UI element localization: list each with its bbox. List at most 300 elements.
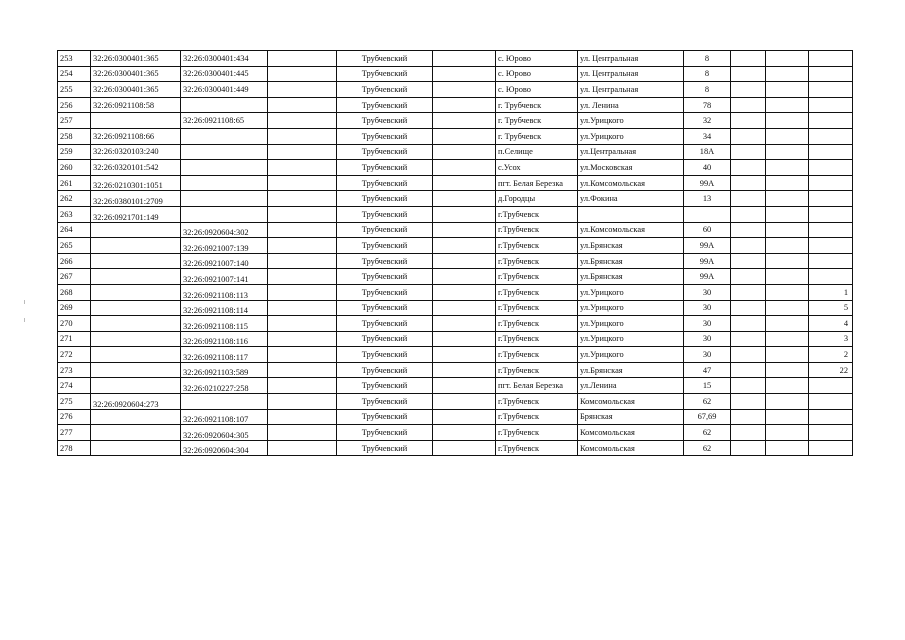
district-cell: Трубчевский (337, 253, 433, 269)
blank-column-cell (433, 269, 496, 285)
blank-column-cell (433, 97, 496, 113)
extra-column-1-cell (731, 82, 766, 98)
row-number-cell: 254 (58, 66, 91, 82)
extra-column-1-cell (731, 128, 766, 144)
extra-column-1-cell (731, 175, 766, 191)
table-row (58, 206, 853, 222)
note-column-cell (268, 113, 337, 129)
district-cell: Трубчевский (337, 160, 433, 176)
cadastral-number-parcel-cell (91, 269, 181, 285)
district-cell: Трубчевский (337, 394, 433, 410)
table-row (58, 378, 853, 394)
register-body (58, 51, 853, 456)
street-cell: ул. Центральная (578, 51, 684, 67)
cadastral-number-object-cell (181, 175, 268, 191)
blank-column-cell (433, 175, 496, 191)
note-column-cell (268, 66, 337, 82)
blank-column-cell (433, 300, 496, 316)
extra-column-2-cell (766, 97, 809, 113)
cadastral-number-object-cell: 32:26:0920604:304 (181, 440, 268, 456)
cadastral-number-parcel-cell (91, 238, 181, 254)
house-number-cell: 60 (684, 222, 731, 238)
apartment-number-cell (809, 222, 853, 238)
street-cell: ул.Брянская (578, 238, 684, 254)
row-number-cell: 263 (58, 206, 91, 222)
house-number-cell: 67,69 (684, 409, 731, 425)
blank-column-cell (433, 253, 496, 269)
district-cell: Трубчевский (337, 300, 433, 316)
street-cell: Комсомольская (578, 425, 684, 441)
cadastral-number-object-cell: 32:26:0921007:139 (181, 238, 268, 254)
note-column-cell (268, 284, 337, 300)
house-number-cell: 99А (684, 175, 731, 191)
extra-column-2-cell (766, 66, 809, 82)
settlement-cell: г.Трубчевск (496, 316, 578, 332)
table-row (58, 128, 853, 144)
house-number-cell: 99А (684, 238, 731, 254)
cadastral-number-parcel-cell: 32:26:0921108:66 (91, 128, 181, 144)
house-number-cell: 8 (684, 66, 731, 82)
settlement-cell: с.Усох (496, 160, 578, 176)
blank-column-cell (433, 82, 496, 98)
row-number-cell: 253 (58, 51, 91, 67)
table-row (58, 191, 853, 207)
apartment-number-cell (809, 425, 853, 441)
street-cell: ул.Фокина (578, 191, 684, 207)
settlement-cell: п.Селище (496, 144, 578, 160)
extra-column-1-cell (731, 206, 766, 222)
cadastral-number-object-cell (181, 97, 268, 113)
scan-mark (24, 318, 25, 322)
street-cell: Комсомольская (578, 394, 684, 410)
extra-column-2-cell (766, 238, 809, 254)
settlement-cell: г.Трубчевск (496, 238, 578, 254)
extra-column-1-cell (731, 269, 766, 285)
district-cell: Трубчевский (337, 378, 433, 394)
note-column-cell (268, 269, 337, 285)
street-cell: ул.Центральная (578, 144, 684, 160)
note-column-cell (268, 362, 337, 378)
table-row (58, 425, 853, 441)
extra-column-1-cell (731, 284, 766, 300)
note-column-cell (268, 253, 337, 269)
district-cell: Трубчевский (337, 440, 433, 456)
row-number-cell: 262 (58, 191, 91, 207)
row-number-cell: 269 (58, 300, 91, 316)
table-row (58, 222, 853, 238)
house-number-cell: 30 (684, 316, 731, 332)
cadastral-number-object-cell: 32:26:0921108:107 (181, 409, 268, 425)
cadastral-number-parcel-cell: 32:26:0300401:365 (91, 82, 181, 98)
apartment-number-cell (809, 160, 853, 176)
row-number-cell: 274 (58, 378, 91, 394)
table-row (58, 284, 853, 300)
house-number-cell: 13 (684, 191, 731, 207)
settlement-cell: с. Юрово (496, 82, 578, 98)
settlement-cell: пгт. Белая Березка (496, 175, 578, 191)
district-cell: Трубчевский (337, 269, 433, 285)
blank-column-cell (433, 316, 496, 332)
apartment-number-cell (809, 175, 853, 191)
street-cell: ул.Комсомольская (578, 222, 684, 238)
street-cell: ул. Центральная (578, 82, 684, 98)
settlement-cell: г.Трубчевск (496, 362, 578, 378)
cadastral-number-parcel-cell: 32:26:0300401:365 (91, 66, 181, 82)
apartment-number-cell: 22 (809, 362, 853, 378)
house-number-cell: 30 (684, 347, 731, 363)
note-column-cell (268, 409, 337, 425)
district-cell: Трубчевский (337, 66, 433, 82)
extra-column-1-cell (731, 440, 766, 456)
street-cell: ул.Урицкого (578, 300, 684, 316)
settlement-cell: с. Юрово (496, 51, 578, 67)
row-number-cell: 277 (58, 425, 91, 441)
note-column-cell (268, 331, 337, 347)
settlement-cell: г.Трубчевск (496, 440, 578, 456)
extra-column-2-cell (766, 160, 809, 176)
district-cell: Трубчевский (337, 97, 433, 113)
extra-column-2-cell (766, 378, 809, 394)
extra-column-1-cell (731, 238, 766, 254)
street-cell: ул.Урицкого (578, 316, 684, 332)
district-cell: Трубчевский (337, 222, 433, 238)
house-number-cell: 78 (684, 97, 731, 113)
cadastral-number-object-cell (181, 191, 268, 207)
row-number-cell: 271 (58, 331, 91, 347)
note-column-cell (268, 316, 337, 332)
table-row (58, 66, 853, 82)
district-cell: Трубчевский (337, 191, 433, 207)
extra-column-2-cell (766, 113, 809, 129)
blank-column-cell (433, 51, 496, 67)
note-column-cell (268, 160, 337, 176)
apartment-number-cell (809, 440, 853, 456)
settlement-cell: г.Трубчевск (496, 409, 578, 425)
cadastral-number-parcel-cell (91, 222, 181, 238)
row-number-cell: 258 (58, 128, 91, 144)
settlement-cell: с. Юрово (496, 66, 578, 82)
extra-column-1-cell (731, 394, 766, 410)
street-cell: ул.Урицкого (578, 347, 684, 363)
apartment-number-cell: 3 (809, 331, 853, 347)
note-column-cell (268, 128, 337, 144)
house-number-cell: 99А (684, 269, 731, 285)
blank-column-cell (433, 425, 496, 441)
extra-column-2-cell (766, 269, 809, 285)
settlement-cell: г.Трубчевск (496, 269, 578, 285)
table-row (58, 331, 853, 347)
house-number-cell: 30 (684, 331, 731, 347)
settlement-cell: пгт. Белая Березка (496, 378, 578, 394)
cadastral-number-object-cell: 32:26:0921108:65 (181, 113, 268, 129)
table-row (58, 97, 853, 113)
cadastral-number-parcel-cell (91, 300, 181, 316)
blank-column-cell (433, 284, 496, 300)
extra-column-1-cell (731, 113, 766, 129)
cadastral-number-object-cell: 32:26:0300401:449 (181, 82, 268, 98)
extra-column-2-cell (766, 300, 809, 316)
cadastral-number-parcel-cell: 32:26:0210301:1051 (91, 175, 181, 191)
apartment-number-cell (809, 269, 853, 285)
extra-column-1-cell (731, 409, 766, 425)
blank-column-cell (433, 160, 496, 176)
row-number-cell: 267 (58, 269, 91, 285)
cadastral-number-parcel-cell: 32:26:0300401:365 (91, 51, 181, 67)
apartment-number-cell: 4 (809, 316, 853, 332)
scan-mark (24, 300, 25, 304)
row-number-cell: 276 (58, 409, 91, 425)
district-cell: Трубчевский (337, 175, 433, 191)
cadastral-number-parcel-cell (91, 425, 181, 441)
extra-column-1-cell (731, 97, 766, 113)
cadastral-number-parcel-cell (91, 331, 181, 347)
apartment-number-cell: 2 (809, 347, 853, 363)
cadastral-number-object-cell (181, 144, 268, 160)
street-cell: ул.Московская (578, 160, 684, 176)
blank-column-cell (433, 394, 496, 410)
note-column-cell (268, 175, 337, 191)
blank-column-cell (433, 238, 496, 254)
apartment-number-cell (809, 144, 853, 160)
district-cell: Трубчевский (337, 238, 433, 254)
extra-column-2-cell (766, 440, 809, 456)
settlement-cell: г.Трубчевск (496, 331, 578, 347)
note-column-cell (268, 300, 337, 316)
district-cell: Трубчевский (337, 144, 433, 160)
extra-column-2-cell (766, 409, 809, 425)
extra-column-2-cell (766, 191, 809, 207)
cadastral-number-object-cell: 32:26:0210227:258 (181, 378, 268, 394)
extra-column-1-cell (731, 51, 766, 67)
cadastral-number-object-cell (181, 394, 268, 410)
note-column-cell (268, 378, 337, 394)
cadastral-number-object-cell: 32:26:0300401:434 (181, 51, 268, 67)
table-row (58, 51, 853, 67)
street-cell: ул. Центральная (578, 66, 684, 82)
cadastral-number-parcel-cell: 32:26:0921108:58 (91, 97, 181, 113)
settlement-cell: д.Городцы (496, 191, 578, 207)
apartment-number-cell: 1 (809, 284, 853, 300)
extra-column-1-cell (731, 191, 766, 207)
street-cell: ул. Ленина (578, 97, 684, 113)
row-number-cell: 261 (58, 175, 91, 191)
note-column-cell (268, 222, 337, 238)
cadastral-number-parcel-cell (91, 409, 181, 425)
row-number-cell: 260 (58, 160, 91, 176)
house-number-cell: 34 (684, 128, 731, 144)
extra-column-2-cell (766, 394, 809, 410)
blank-column-cell (433, 128, 496, 144)
cadastral-number-object-cell: 32:26:0921108:116 (181, 331, 268, 347)
district-cell: Трубчевский (337, 51, 433, 67)
street-cell: ул.Урицкого (578, 331, 684, 347)
cadastral-number-parcel-cell: 32:26:0380101:2709 (91, 191, 181, 207)
blank-column-cell (433, 66, 496, 82)
settlement-cell: г.Трубчевск (496, 347, 578, 363)
street-cell: ул.Урицкого (578, 284, 684, 300)
table-row (58, 362, 853, 378)
extra-column-2-cell (766, 128, 809, 144)
district-cell: Трубчевский (337, 331, 433, 347)
row-number-cell: 255 (58, 82, 91, 98)
extra-column-2-cell (766, 206, 809, 222)
district-cell: Трубчевский (337, 347, 433, 363)
settlement-cell: г. Трубчевск (496, 97, 578, 113)
house-number-cell: 32 (684, 113, 731, 129)
extra-column-2-cell (766, 253, 809, 269)
row-number-cell: 275 (58, 394, 91, 410)
cadastral-number-object-cell (181, 206, 268, 222)
extra-column-2-cell (766, 284, 809, 300)
blank-column-cell (433, 362, 496, 378)
street-cell: Брянская (578, 409, 684, 425)
note-column-cell (268, 440, 337, 456)
extra-column-2-cell (766, 175, 809, 191)
table-row (58, 113, 853, 129)
apartment-number-cell (809, 128, 853, 144)
cadastral-number-parcel-cell (91, 347, 181, 363)
blank-column-cell (433, 440, 496, 456)
cadastral-number-object-cell: 32:26:0921103:589 (181, 362, 268, 378)
settlement-cell: г.Трубчевск (496, 253, 578, 269)
note-column-cell (268, 206, 337, 222)
extra-column-1-cell (731, 316, 766, 332)
row-number-cell: 268 (58, 284, 91, 300)
table-row (58, 175, 853, 191)
blank-column-cell (433, 331, 496, 347)
street-cell: ул.Урицкого (578, 113, 684, 129)
cadastral-number-parcel-cell (91, 378, 181, 394)
apartment-number-cell (809, 394, 853, 410)
apartment-number-cell (809, 82, 853, 98)
blank-column-cell (433, 378, 496, 394)
street-cell: ул.Брянская (578, 362, 684, 378)
street-cell: ул.Брянская (578, 253, 684, 269)
cadastral-number-object-cell: 32:26:0921108:117 (181, 347, 268, 363)
table-row (58, 300, 853, 316)
cadastral-number-parcel-cell (91, 316, 181, 332)
note-column-cell (268, 144, 337, 160)
cadastral-number-object-cell (181, 160, 268, 176)
apartment-number-cell (809, 253, 853, 269)
table-row (58, 316, 853, 332)
row-number-cell: 273 (58, 362, 91, 378)
note-column-cell (268, 347, 337, 363)
cadastral-number-parcel-cell: 32:26:0320103:240 (91, 144, 181, 160)
row-number-cell: 259 (58, 144, 91, 160)
settlement-cell: г.Трубчевск (496, 284, 578, 300)
cadastral-number-object-cell: 32:26:0920604:305 (181, 425, 268, 441)
cadastral-number-object-cell: 32:26:0921108:114 (181, 300, 268, 316)
cadastral-number-parcel-cell (91, 284, 181, 300)
house-number-cell: 62 (684, 440, 731, 456)
row-number-cell: 278 (58, 440, 91, 456)
district-cell: Трубчевский (337, 409, 433, 425)
street-cell: ул.Комсомольская (578, 175, 684, 191)
district-cell: Трубчевский (337, 113, 433, 129)
blank-column-cell (433, 222, 496, 238)
blank-column-cell (433, 144, 496, 160)
table-row (58, 409, 853, 425)
note-column-cell (268, 191, 337, 207)
apartment-number-cell (809, 238, 853, 254)
house-number-cell: 30 (684, 284, 731, 300)
district-cell: Трубчевский (337, 206, 433, 222)
extra-column-1-cell (731, 347, 766, 363)
apartment-number-cell (809, 66, 853, 82)
district-cell: Трубчевский (337, 316, 433, 332)
street-cell: ул.Ленина (578, 378, 684, 394)
extra-column-1-cell (731, 66, 766, 82)
note-column-cell (268, 97, 337, 113)
blank-column-cell (433, 191, 496, 207)
extra-column-1-cell (731, 331, 766, 347)
cadastral-number-object-cell: 32:26:0300401:445 (181, 66, 268, 82)
cadastral-number-object-cell: 32:26:0920604:302 (181, 222, 268, 238)
extra-column-1-cell (731, 222, 766, 238)
settlement-cell: г.Трубчевск (496, 222, 578, 238)
cadastral-number-parcel-cell: 32:26:0320101:542 (91, 160, 181, 176)
apartment-number-cell (809, 97, 853, 113)
house-number-cell: 15 (684, 378, 731, 394)
table-row (58, 269, 853, 285)
table-row (58, 238, 853, 254)
table-row (58, 394, 853, 410)
apartment-number-cell (809, 51, 853, 67)
table-row (58, 440, 853, 456)
apartment-number-cell (809, 378, 853, 394)
table-row (58, 144, 853, 160)
settlement-cell: г. Трубчевск (496, 113, 578, 129)
row-number-cell: 270 (58, 316, 91, 332)
district-cell: Трубчевский (337, 284, 433, 300)
note-column-cell (268, 82, 337, 98)
district-cell: Трубчевский (337, 425, 433, 441)
blank-column-cell (433, 409, 496, 425)
extra-column-2-cell (766, 331, 809, 347)
extra-column-1-cell (731, 362, 766, 378)
house-number-cell: 40 (684, 160, 731, 176)
apartment-number-cell: 5 (809, 300, 853, 316)
cadastral-number-parcel-cell: 32:26:0920604:273 (91, 394, 181, 410)
extra-column-1-cell (731, 425, 766, 441)
blank-column-cell (433, 206, 496, 222)
row-number-cell: 264 (58, 222, 91, 238)
district-cell: Трубчевский (337, 362, 433, 378)
apartment-number-cell (809, 191, 853, 207)
blank-column-cell (433, 113, 496, 129)
extra-column-1-cell (731, 160, 766, 176)
note-column-cell (268, 51, 337, 67)
extra-column-1-cell (731, 144, 766, 160)
street-cell: ул.Брянская (578, 269, 684, 285)
district-cell: Трубчевский (337, 128, 433, 144)
cadastral-number-parcel-cell: 32:26:0921701:149 (91, 206, 181, 222)
note-column-cell (268, 394, 337, 410)
extra-column-2-cell (766, 144, 809, 160)
house-number-cell (684, 206, 731, 222)
row-number-cell: 266 (58, 253, 91, 269)
note-column-cell (268, 425, 337, 441)
cadastral-number-parcel-cell (91, 362, 181, 378)
house-number-cell: 47 (684, 362, 731, 378)
extra-column-1-cell (731, 253, 766, 269)
settlement-cell: г.Трубчевск (496, 394, 578, 410)
extra-column-2-cell (766, 362, 809, 378)
row-number-cell: 257 (58, 113, 91, 129)
district-cell: Трубчевский (337, 82, 433, 98)
table-row (58, 160, 853, 176)
